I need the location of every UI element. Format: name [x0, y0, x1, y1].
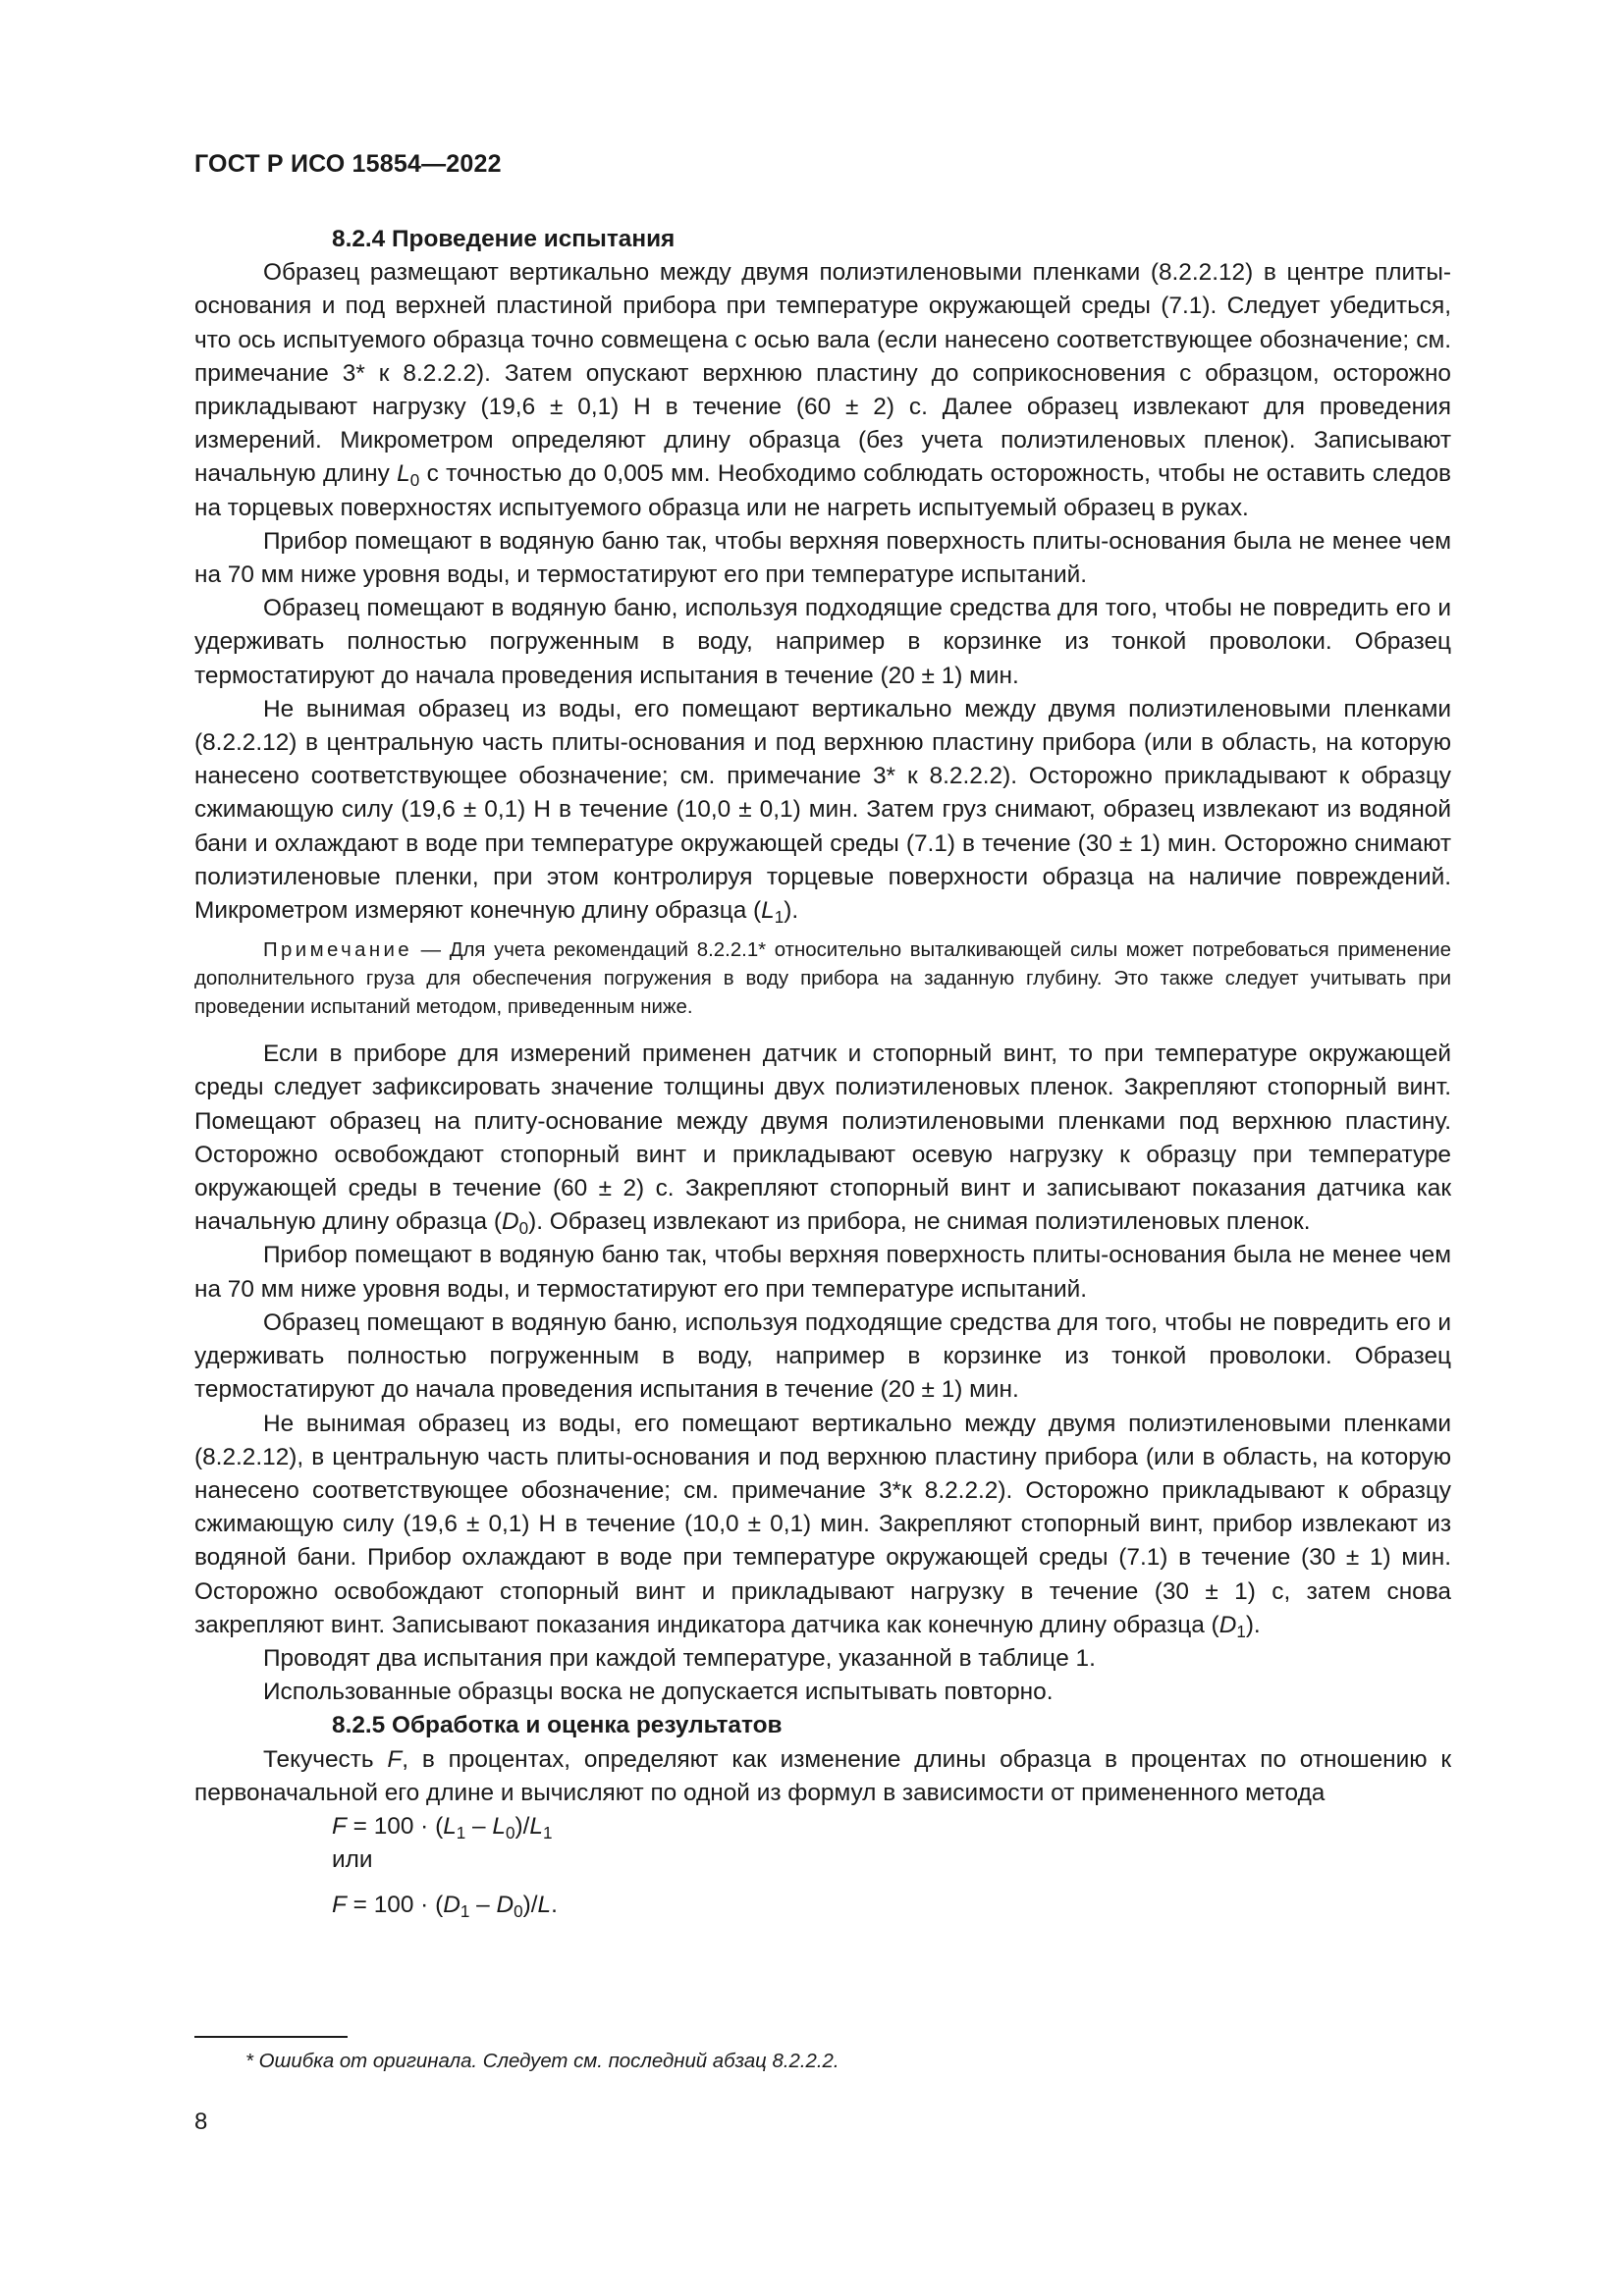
footnote-divider	[194, 2036, 348, 2038]
paragraph-final-length-sensor: Не вынимая образец из воды, его помещают вертикально между двумя полиэтиленовыми пленками (8.2.2.12), в центральную часть плиты-основания и под верхнюю пластину прибора (или в область, на которую нанесено соответствующее обозначение; см. примечание 3*к 8.2.2.2). Осторожно прикладывают к образцу сжимающую силу (19,6 ± 0,1) Н в течение (10,0 ± 0,1) мин. Закрепляют стопорный винт, прибор извлекают из водяной бани. Прибор охлаждают в воде при температуре окружающей среды (7.1) в течение (30 ± 1) мин. Осторожно освобождают стопорный винт и прикладывают нагрузку в течение (30 ± 1) с, затем снова закрепляют винт. Записывают показания индикатора датчика как конечную длину образца $(D_1)$.	[194, 1410, 1451, 1641]
paragraph-sensor-method: Если в приборе для измерений применен датчик и стопорный винт, то при температуре окружающей среды следует зафиксировать значение толщины двух полиэтиленовых пленок. Закрепляют стопорный винт. Помещают образец на плиту-основание между двумя полиэтиленовыми пленками под верхнюю пластину. Осторожно освобождают стопорный винт и прикладывают осевую нагрузку к образцу при температуре окружающей среды в течение (60 ± 2) с. Закрепляют стопорный винт и записывают показания датчика как начальную длину образца $(D_0)$. Образец извлекают из прибора, не снимая полиэтиленовых пленок.	[194, 1041, 1451, 1239]
paragraph-sample-placement: Образец размещают вертикально между двумя полиэтиленовыми пленками (8.2.2.12) в центре плиты-основания и под верхней пластиной прибора при температуре окружающей среды (7.1). Следует убедиться, что ось испытуемого образца точно совмещена с осью вала (если нанесено соответствующее обозначение; см. примечание 3* к 8.2.2.2). Затем опускают верхнюю пластину до соприкосновения с образцом, осторожно прикладывают нагрузку (19,6 ± 0,1) Н в течение (60 ± 2) с. Далее образец извлекают для проведения измерений. Микрометром определяют длину образца (без учета полиэтиленовых пленок). Записывают начальную длину $L_0$ с точностью до 0,005 мм. Необходимо соблюдать осторожность, чтобы не оставить следов на торцевых поверхностях испытуемого образца или не нагреть испытуемый образец в руках.	[194, 259, 1451, 521]
formula-sensor: $F = 100 \cdot (D_1 - D_0)/L$.	[332, 1892, 558, 1922]
paragraph-fluidity-definition: Текучесть F, в процентах, определяют как изменение длины образца в процентах по отношению к первоначальной его длине и вычисляют по одной из формул в зависимости от примененного метода	[194, 1745, 1451, 1806]
section-title-8-2-5: 8.2.5 Обработка и оценка результатов	[332, 1712, 783, 1739]
document-header-code: ГОСТ Р ИСО 15854—2022	[194, 150, 502, 178]
paragraph-no-reuse: Использованные образцы воска не допускается испытывать повторно.	[263, 1679, 1054, 1706]
paragraph-water-bath-2: Прибор помещают в водяную баню так, чтобы верхняя поверхность плиты-основания была не менее чем на 70 мм ниже уровня воды, и термостатируют его при температуре испытаний.	[194, 1242, 1451, 1303]
paragraph-two-tests: Проводят два испытания при каждой температуре, указанной в таблице 1.	[263, 1644, 1096, 1672]
paragraph-water-bath-1: Прибор помещают в водяную баню так, чтобы верхняя поверхность плиты-основания была не менее чем на 70 мм ниже уровня воды, и термостатируют его при температуре испытаний.	[194, 527, 1451, 589]
formula-micrometer: $F = 100 \cdot (L_1 - L_0)/L_1$	[332, 1812, 553, 1843]
paragraph-sample-thermostat-1: Образец помещают в водяную баню, используя подходящие средства для того, чтобы не повредить его и удерживать полностью погруженным в воду, например в корзинке из тонкой проволоки. Образец термостатируют до начала проведения испытания в течение (20 ± 1) мин.	[194, 595, 1451, 689]
paragraph-final-length-micrometer: Не вынимая образец из воды, его помещают вертикально между двумя полиэтиленовыми пленками (8.2.2.12) в центральную часть плиты-основания и под верхнюю пластину прибора (или в область, на которую нанесено соответствующее обозначение; см. примечание 3* к 8.2.2.2). Осторожно прикладывают к образцу сжимающую силу (19,6 ± 0,1) Н в течение (10,0 ± 0,1) мин. Затем груз снимают, образец извлекают из водяной бани и охлаждают в воде при температуре окружающей среды (7.1) в течение (30 ± 1) мин. Осторожно снимают полиэтиленовые пленки, при этом контролируя торцевые поверхности образца на наличие повреждений. Микрометром измеряют конечную длину образца $(L_1)$.	[194, 695, 1451, 928]
page-number: 8	[194, 2109, 208, 2135]
note-label: Примечание	[263, 939, 413, 962]
document-body	[194, 223, 1451, 1923]
note-buoyancy: Примечание — Для учета рекомендаций 8.2.2.1* относительно выталкивающей силы может потребоваться применение дополнительного груза для обеспечения погружения в воду прибора на заданную глубину. Это также следует учитывать при проведении испытаний методом, приведенным ниже.	[194, 939, 1451, 1019]
formula-or-word: или	[332, 1846, 373, 1874]
footnote-text: * Ошибка от оригинала. Следует см. последний абзац 8.2.2.2.	[245, 2051, 839, 2072]
paragraph-sample-thermostat-2: Образец помещают в водяную баню, используя подходящие средства для того, чтобы не повредить его и удерживать полностью погруженным в воду, например в корзинке из тонкой проволоки. Образец термостатируют до начала проведения испытания в течение (20 ± 1) мин.	[194, 1308, 1451, 1404]
section-title-8-2-4: 8.2.4 Проведение испытания	[332, 226, 676, 252]
